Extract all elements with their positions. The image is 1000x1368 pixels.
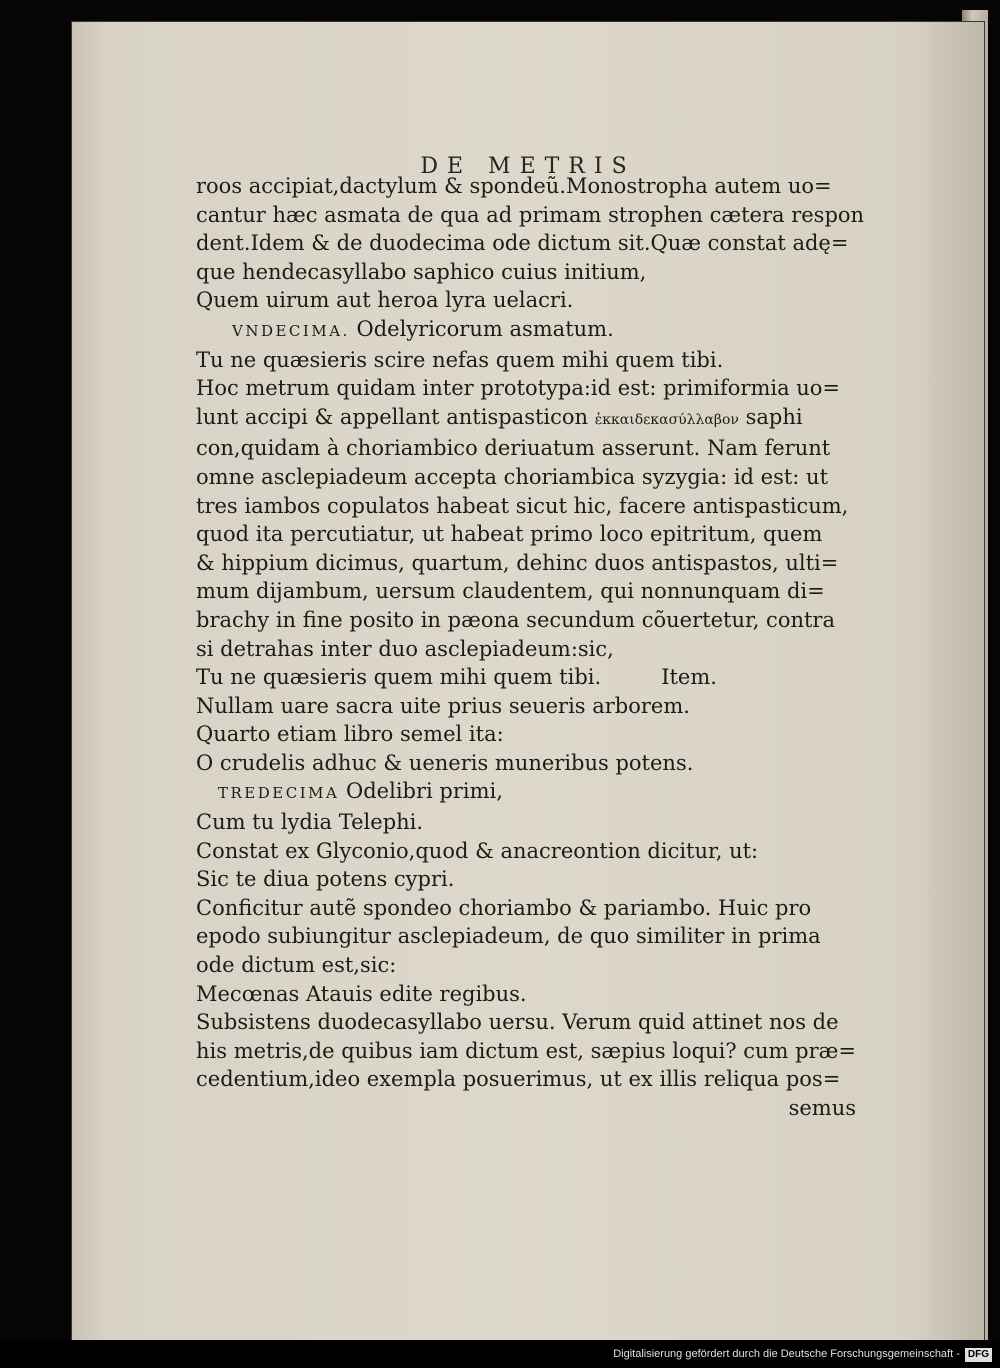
page-text [196, 172, 865, 1123]
footer-credit: Digitalisierung gefördert durch die Deutsche Forschungsgemeinschaft - [613, 1348, 960, 1360]
text-line: mum dijambum, uersum claudentem, qui nonnunquam di= [196, 579, 825, 604]
item-label: Item. [661, 665, 717, 690]
text-line: brachy in fine posito in pæona secundum cõuertetur, contra [196, 607, 835, 632]
verse-line: O crudelis adhuc & ueneris muneribus potens. [196, 750, 694, 775]
text-line: Hoc metrum quidam inter prototypa:id est: primiformia uo= [196, 376, 841, 401]
heading-caps: TREDECIMA [218, 784, 340, 803]
verse-line: Cum tu lydia Telephi. [196, 810, 424, 835]
text-line: que hendecasyllabo saphico cuius initium, [196, 259, 647, 284]
text-line: Quarto etiam libro semel ita: [196, 722, 504, 747]
text-line: Subsistens duodecasyllabo uersu. Verum quid attinet nos de [196, 1010, 839, 1035]
heading-text: Odelyricorum asmatum. [356, 316, 614, 341]
text-line: roos accipiat,dactylum & spondeũ.Monostropha autem uo= [196, 174, 832, 198]
text-line: Conficitur autẽ spondeo choriambo & pariambo. Huic pro [196, 895, 812, 920]
running-head: DE METRIS [420, 154, 636, 179]
text-line: con,quidam à choriambico deriuatum asserunt. Nam ferunt [196, 436, 831, 461]
text-line [196, 403, 856, 435]
text-line: & hippium dicimus, quartum, dehinc duos antispastos, ulti= [196, 550, 839, 575]
text-line: his metris,de quibus iam dictum est, sæpius loqui? cum præ= [196, 1038, 856, 1063]
text-fragment: lunt accipi & appellant antispasticon [196, 404, 589, 429]
verse-line: Tu ne quæsieris scire nefas quem mihi quem tibi. [196, 347, 724, 372]
text-line: omne asclepiadeum accepta choriambica syzygia: id est: ut [196, 464, 829, 489]
text-fragment: saphi [745, 404, 803, 429]
heading-caps: VNDECIMA. [232, 321, 350, 340]
text-line: tres iambos copulatos habeat sicut hic, facere antispasticum, [196, 493, 849, 518]
text-line: cantur hæc asmata de qua ad primam strophen cætera respon [196, 202, 865, 227]
text-line: cedentium,ideo exempla posuerimus, ut ex illis reliqua pos= [196, 1067, 841, 1092]
verse-text: Tu ne quæsieris quem mihi quem tibi. [196, 665, 602, 690]
text-line: si detrahas inter duo asclepiadeum:sic, [196, 636, 614, 661]
verse-line: Sic te diua potens cypri. [196, 867, 455, 892]
verse-line [196, 663, 856, 692]
dfg-logo: DFG [965, 1348, 992, 1362]
heading-text: Odelibri primi, [346, 779, 503, 804]
text-line: Quem uirum aut heroa lyra uelacri. [196, 288, 574, 313]
text-line: Constat ex Glyconio,quod & anacreontion dicitur, ut: [196, 838, 759, 863]
text-line: quod ita percutiatur, ut habeat primo loco epitritum, quem [196, 522, 823, 547]
verse-line: Nullam uare sacra uite prius seueris arborem. [196, 693, 690, 718]
greek-word: ἐκκαιδεκασύλλαβον [594, 411, 739, 428]
catchword: semus [788, 1096, 856, 1120]
text-line: ode dictum est,sic: [196, 953, 397, 978]
bleed-through [992, 272, 1000, 1172]
section-heading-undecima [196, 315, 856, 346]
text-line: epodo subiungitur asclepiadeum, de quo similiter in prima [196, 924, 821, 949]
footer-bar [0, 1340, 1000, 1368]
section-heading-tredecima [196, 777, 856, 808]
text-line: dent.Idem & de duodecima ode dictum sit.Quæ constat adę= [196, 231, 849, 256]
verse-line: Mecœnas Atauis edite regibus. [196, 981, 527, 1006]
